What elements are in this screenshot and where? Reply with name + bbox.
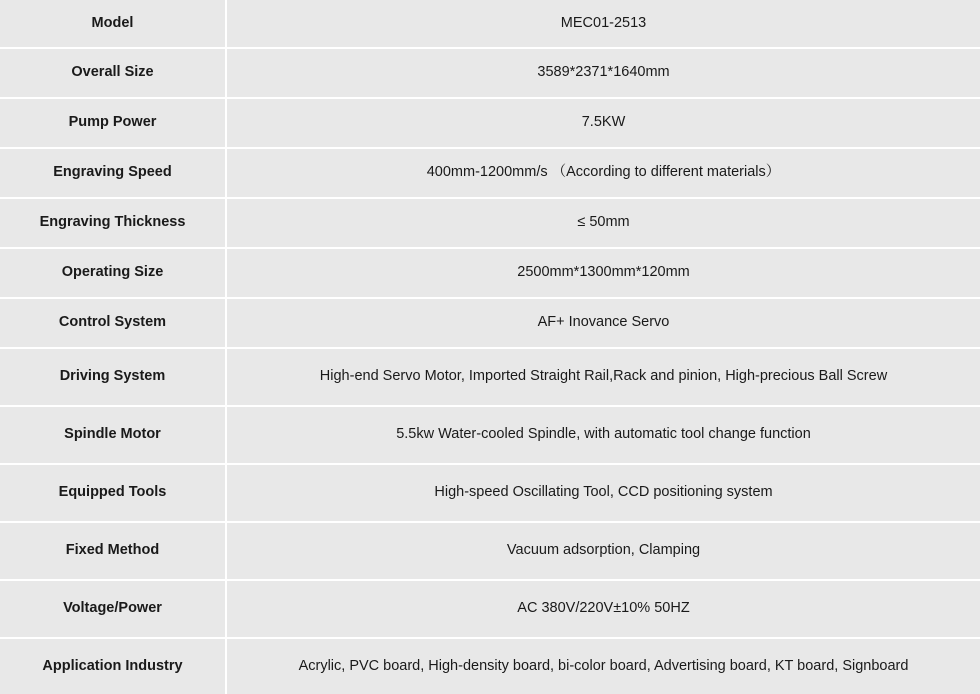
spec-label-operating-size: Operating Size bbox=[0, 249, 225, 297]
spec-value-driving-system: High-end Servo Motor, Imported Straight Rail,Rack and pinion, High-precious Ball Screw bbox=[227, 349, 980, 405]
spec-value-spindle-motor: 5.5kw Water-cooled Spindle, with automatic tool change function bbox=[227, 407, 980, 463]
spec-value-pump-power: 7.5KW bbox=[227, 99, 980, 147]
spec-value-control-system: AF+ Inovance Servo bbox=[227, 299, 980, 347]
spec-label-spindle-motor: Spindle Motor bbox=[0, 407, 225, 463]
spec-label-overall-size: Overall Size bbox=[0, 49, 225, 97]
spec-label-control-system: Control System bbox=[0, 299, 225, 347]
spec-value-model: MEC01-2513 bbox=[227, 0, 980, 47]
spec-label-pump-power: Pump Power bbox=[0, 99, 225, 147]
spec-value-fixed-method: Vacuum adsorption, Clamping bbox=[227, 523, 980, 579]
spec-value-overall-size: 3589*2371*1640mm bbox=[227, 49, 980, 97]
spec-label-driving-system: Driving System bbox=[0, 349, 225, 405]
spec-value-operating-size: 2500mm*1300mm*120mm bbox=[227, 249, 980, 297]
spec-value-equipped-tools: High-speed Oscillating Tool, CCD positioning system bbox=[227, 465, 980, 521]
spec-label-application-industry: Application Industry bbox=[0, 639, 225, 694]
spec-value-application-industry: Acrylic, PVC board, High-density board, bi-color board, Advertising board, KT board, Signboard bbox=[227, 639, 980, 694]
spec-value-voltage-power: AC 380V/220V±10% 50HZ bbox=[227, 581, 980, 637]
spec-value-engraving-speed: 400mm-1200mm/s （According to different materials） bbox=[227, 149, 980, 197]
spec-value-engraving-thickness: ≤ 50mm bbox=[227, 199, 980, 247]
spec-label-model: Model bbox=[0, 0, 225, 47]
spec-label-equipped-tools: Equipped Tools bbox=[0, 465, 225, 521]
spec-label-engraving-thickness: Engraving Thickness bbox=[0, 199, 225, 247]
spec-label-fixed-method: Fixed Method bbox=[0, 523, 225, 579]
spec-label-engraving-speed: Engraving Speed bbox=[0, 149, 225, 197]
spec-label-voltage-power: Voltage/Power bbox=[0, 581, 225, 637]
